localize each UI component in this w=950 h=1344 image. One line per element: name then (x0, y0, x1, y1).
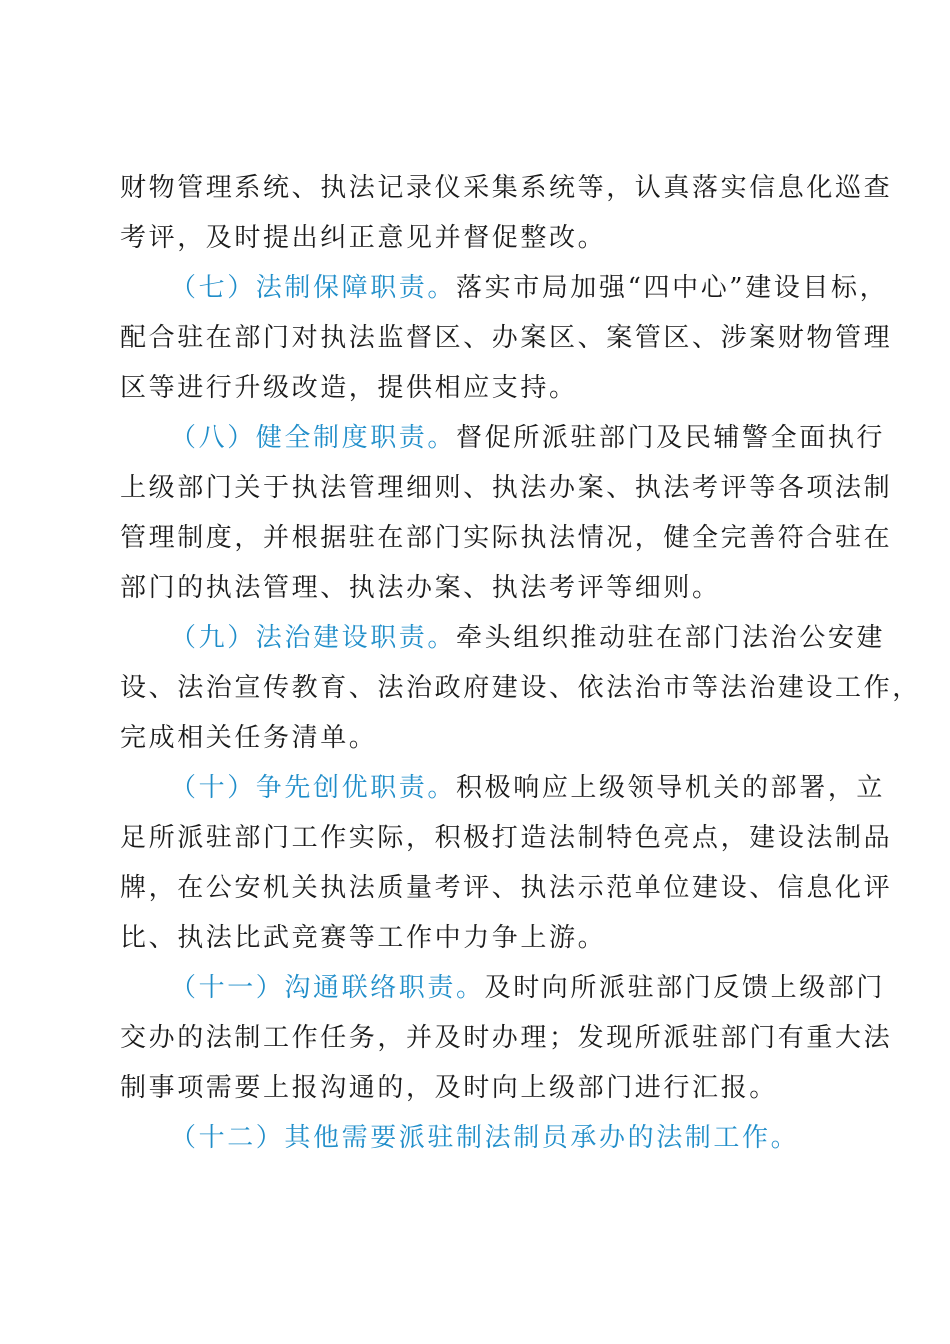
section-heading: （八）健全制度职责。 (170, 423, 457, 453)
section-heading: （十二）其他需要派驻制法制员承办的法制工作。 (170, 1123, 800, 1153)
paragraph-line (120, 1013, 893, 1063)
section-heading: （十）争先创优职责。 (170, 773, 457, 803)
paragraph-line (120, 913, 840, 963)
paragraph-line (120, 513, 893, 563)
body-text: 比、执法比武竞赛等工作中力争上游。 (120, 923, 607, 953)
body-text: 积极响应上级领导机关的部署，立 (456, 773, 886, 803)
body-text: 牵头组织推动驻在部门法治公安建 (456, 623, 886, 653)
paragraph-line (120, 1063, 840, 1113)
paragraph-first-line (170, 613, 886, 663)
body-text: 制事项需要上报沟通的，及时向上级部门进行汇报。 (120, 1073, 778, 1103)
section-heading: （九）法治建设职责。 (170, 623, 457, 653)
paragraph-line (120, 813, 893, 863)
body-text: 考评，及时提出纠正意见并督促整改。 (120, 223, 607, 253)
paragraph-first-line (170, 263, 889, 313)
body-text: 部门的执法管理、执法办案、执法考评等细则。 (120, 573, 721, 603)
paragraph-first-line (170, 1113, 840, 1163)
body-text: 及时向所派驻部门反馈上级部门 (484, 973, 886, 1003)
body-text: 设、法治宣传教育、法治政府建设、依法治市等法治建设工作， (120, 673, 921, 703)
body-text: 足所派驻部门工作实际，积极打造法制特色亮点，建设法制品 (120, 823, 893, 853)
body-text: 配合驻在部门对执法监督区、办案区、案管区、涉案财物管理 (120, 323, 893, 353)
paragraph-line (120, 563, 840, 613)
paragraph-line (120, 313, 893, 363)
body-text: 管理制度，并根据驻在部门实际执法情况，健全完善符合驻在 (120, 523, 893, 553)
body-text: 上级部门关于执法管理细则、执法办案、执法考评等各项法制 (120, 473, 893, 503)
paragraph-line (120, 863, 893, 913)
body-text: 完成相关任务清单。 (120, 723, 378, 753)
section-heading: （七）法制保障职责。 (170, 273, 457, 303)
section-heading: （十一）沟通联络职责。 (170, 973, 485, 1003)
paragraph-line (120, 163, 893, 213)
body-text: 财物管理系统、执法记录仪采集系统等，认真落实信息化巡查 (120, 173, 893, 203)
body-text: 交办的法制工作任务，并及时办理；发现所派驻部门有重大法 (120, 1023, 893, 1053)
body-text: 落实市局加强“四中心”建设目标， (456, 273, 889, 303)
paragraph-line (120, 713, 840, 763)
paragraph-line (120, 363, 840, 413)
paragraph-line (120, 213, 840, 263)
paragraph-first-line (170, 963, 886, 1013)
body-text: 督促所派驻部门及民辅警全面执行 (456, 423, 886, 453)
body-text: 牌，在公安机关执法质量考评、执法示范单位建设、信息化评 (120, 873, 893, 903)
paragraph-line (120, 663, 921, 713)
paragraph-first-line (170, 763, 886, 813)
paragraph-first-line (170, 413, 886, 463)
body-text: 区等进行升级改造，提供相应支持。 (120, 373, 578, 403)
paragraph-line (120, 463, 893, 513)
